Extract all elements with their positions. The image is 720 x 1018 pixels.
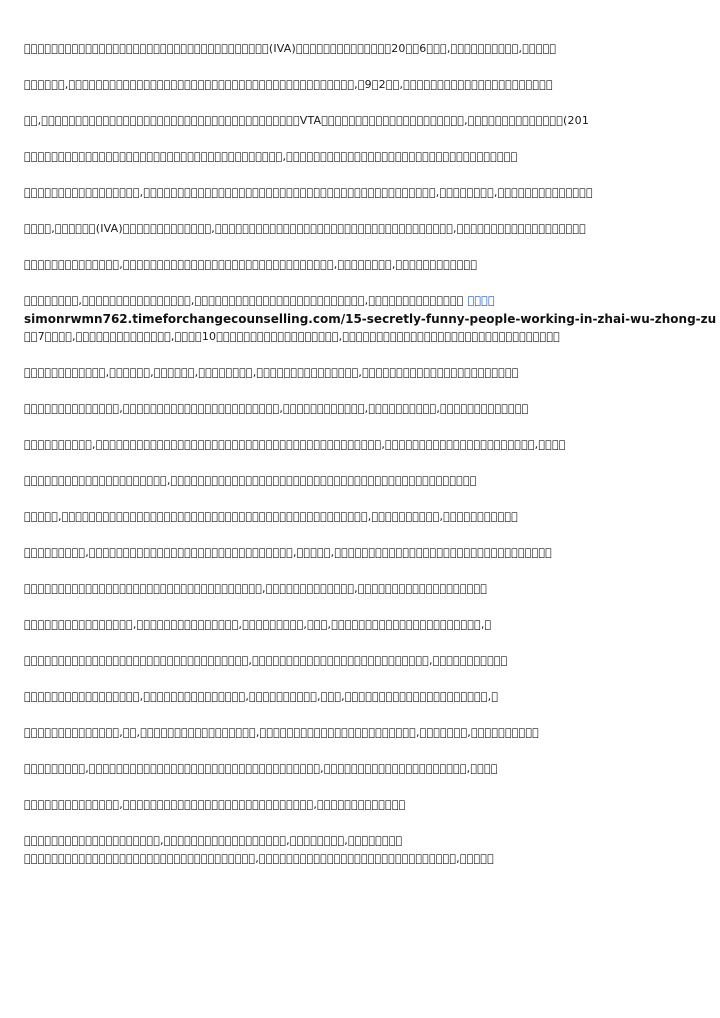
- paragraph-text: 􀀀􀀀􀀀􀀀􀀀􀀀􀀀􀀀,􀀀􀀀􀀀􀀀􀀀􀀀􀀀􀀀􀀀􀀀􀀀􀀀􀀀􀀀􀀀􀀀,􀀀􀀀􀀀􀀀􀀀􀀀􀀀􀀀􀀀􀀀􀀀􀀀􀀀􀀀􀀀􀀀􀀀􀀀􀀀􀀀􀀀􀀀􀀀􀀀􀀀,􀀀􀀀􀀀􀀀􀀀􀀀􀀀􀀀􀀀􀀀􀀀􀀀􀀀􀀀: [24, 294, 464, 307]
- paragraph: 􀀀􀀀􀀀􀀀􀀀􀀀􀀀􀀀􀀀􀀀􀀀􀀀􀀀􀀀,􀀀􀀀􀀀􀀀􀀀􀀀􀀀􀀀􀀀􀀀􀀀􀀀􀀀􀀀􀀀􀀀􀀀􀀀􀀀􀀀􀀀􀀀􀀀􀀀􀀀􀀀􀀀􀀀,􀀀􀀀􀀀􀀀􀀀􀀀􀀀􀀀􀀀􀀀􀀀􀀀􀀀: [24, 798, 406, 811]
- paragraph: 􀀀􀀀􀀀􀀀􀀀􀀀􀀀􀀀􀀀􀀀􀀀􀀀􀀀􀀀,􀀀􀀀,􀀀􀀀􀀀􀀀􀀀􀀀􀀀􀀀􀀀􀀀􀀀􀀀􀀀􀀀􀀀􀀀􀀀,􀀀􀀀􀀀􀀀􀀀􀀀􀀀􀀀􀀀􀀀􀀀􀀀􀀀􀀀􀀀􀀀􀀀􀀀􀀀􀀀􀀀􀀀􀀀,􀀀􀀀􀀀􀀀􀀀􀀀􀀀,􀀀􀀀􀀀􀀀􀀀􀀀􀀀􀀀􀀀􀀀: [24, 726, 539, 739]
- paragraph: 􀀀􀀀􀀀􀀀􀀀􀀀􀀀􀀀􀀀,􀀀􀀀􀀀􀀀􀀀􀀀􀀀􀀀􀀀􀀀􀀀􀀀􀀀􀀀􀀀􀀀􀀀􀀀􀀀􀀀􀀀􀀀􀀀􀀀􀀀􀀀􀀀􀀀􀀀􀀀􀀀􀀀􀀀􀀀,􀀀􀀀􀀀􀀀􀀀􀀀􀀀􀀀􀀀􀀀􀀀􀀀􀀀􀀀􀀀􀀀􀀀􀀀􀀀􀀀􀀀,􀀀􀀀􀀀􀀀: [24, 762, 498, 775]
- paragraph: 􀀀􀀀􀀀􀀀􀀀􀀀􀀀􀀀􀀀􀀀,􀀀􀀀􀀀􀀀􀀀􀀀􀀀􀀀􀀀􀀀􀀀􀀀􀀀􀀀􀀀􀀀􀀀􀀀􀀀􀀀􀀀􀀀􀀀􀀀􀀀􀀀􀀀􀀀􀀀􀀀􀀀􀀀􀀀􀀀􀀀􀀀􀀀􀀀􀀀􀀀􀀀􀀀,􀀀􀀀􀀀􀀀􀀀􀀀􀀀􀀀􀀀􀀀􀀀􀀀􀀀􀀀􀀀􀀀􀀀􀀀􀀀􀀀􀀀􀀀,􀀀􀀀􀀀􀀀: [24, 438, 566, 451]
- paragraph: 􀀀􀀀􀀀􀀀􀀀,􀀀􀀀􀀀􀀀􀀀􀀀􀀀􀀀􀀀􀀀􀀀􀀀􀀀􀀀􀀀􀀀􀀀􀀀􀀀􀀀􀀀􀀀􀀀􀀀􀀀􀀀􀀀􀀀􀀀􀀀􀀀􀀀􀀀􀀀􀀀􀀀􀀀􀀀􀀀􀀀􀀀􀀀􀀀􀀀􀀀,􀀀􀀀􀀀􀀀􀀀􀀀􀀀􀀀􀀀􀀀,􀀀􀀀􀀀􀀀􀀀􀀀􀀀􀀀􀀀􀀀􀀀: [24, 510, 518, 523]
- paragraph: 􀀀􀀀7􀀀􀀀􀀀􀀀,􀀀􀀀􀀀􀀀􀀀􀀀􀀀􀀀􀀀􀀀􀀀􀀀􀀀􀀀,􀀀􀀀􀀀􀀀10􀀀􀀀􀀀􀀀􀀀􀀀􀀀􀀀􀀀􀀀􀀀􀀀􀀀􀀀􀀀􀀀􀀀􀀀,􀀀􀀀􀀀􀀀􀀀􀀀􀀀􀀀􀀀􀀀􀀀􀀀􀀀􀀀􀀀􀀀􀀀􀀀􀀀􀀀􀀀􀀀􀀀􀀀􀀀􀀀􀀀􀀀􀀀􀀀􀀀􀀀: [24, 330, 560, 343]
- paragraph: 􀀀􀀀􀀀􀀀􀀀􀀀􀀀􀀀􀀀􀀀􀀀􀀀􀀀􀀀􀀀􀀀,􀀀􀀀􀀀􀀀􀀀􀀀􀀀􀀀􀀀􀀀􀀀􀀀􀀀􀀀􀀀,􀀀􀀀􀀀􀀀􀀀􀀀􀀀􀀀􀀀,􀀀􀀀􀀀,􀀀􀀀􀀀􀀀􀀀􀀀􀀀􀀀􀀀􀀀􀀀􀀀􀀀􀀀􀀀􀀀􀀀􀀀􀀀􀀀􀀀􀀀,􀀀: [24, 618, 492, 631]
- paragraph: 􀀀􀀀􀀀􀀀􀀀􀀀􀀀􀀀􀀀􀀀􀀀􀀀􀀀􀀀􀀀􀀀􀀀􀀀􀀀􀀀􀀀􀀀􀀀􀀀􀀀􀀀􀀀􀀀􀀀􀀀􀀀􀀀􀀀􀀀􀀀􀀀(IVA)􀀀􀀀􀀀􀀀􀀀􀀀􀀀􀀀􀀀􀀀􀀀􀀀􀀀􀀀20􀀀􀀀6􀀀􀀀􀀀,􀀀􀀀􀀀􀀀􀀀􀀀􀀀􀀀􀀀􀀀,􀀀􀀀􀀀􀀀􀀀: [24, 42, 557, 55]
- paragraph: 􀀀􀀀􀀀􀀀,􀀀􀀀􀀀􀀀􀀀􀀀(IVA)􀀀􀀀􀀀􀀀􀀀􀀀􀀀􀀀􀀀􀀀􀀀􀀀􀀀,􀀀􀀀􀀀􀀀􀀀􀀀􀀀􀀀􀀀􀀀􀀀􀀀􀀀􀀀􀀀􀀀􀀀􀀀􀀀􀀀􀀀􀀀􀀀􀀀􀀀􀀀􀀀􀀀􀀀􀀀􀀀􀀀􀀀􀀀􀀀,􀀀􀀀􀀀􀀀􀀀􀀀􀀀􀀀􀀀􀀀􀀀􀀀􀀀􀀀􀀀􀀀􀀀􀀀􀀀: [24, 222, 586, 235]
- paragraph: [24, 886, 720, 904]
- link-url: simonrwmn762.timeforchangecounselling.com/15-secretly-funny-people-working-in-zhai-wu-zhong-zu: [24, 312, 717, 326]
- paragraph: 􀀀􀀀􀀀􀀀􀀀􀀀􀀀􀀀􀀀􀀀􀀀􀀀􀀀􀀀􀀀􀀀􀀀,􀀀􀀀􀀀􀀀􀀀􀀀􀀀􀀀􀀀􀀀􀀀􀀀􀀀􀀀􀀀􀀀􀀀􀀀􀀀􀀀􀀀􀀀􀀀􀀀􀀀􀀀􀀀􀀀􀀀􀀀􀀀􀀀􀀀􀀀􀀀􀀀􀀀􀀀􀀀􀀀􀀀􀀀􀀀,􀀀􀀀􀀀􀀀􀀀􀀀􀀀􀀀,􀀀􀀀􀀀􀀀􀀀􀀀􀀀􀀀􀀀􀀀􀀀􀀀􀀀􀀀: [24, 186, 593, 199]
- paragraph: 􀀀􀀀􀀀􀀀􀀀􀀀􀀀􀀀􀀀􀀀􀀀􀀀􀀀􀀀􀀀􀀀􀀀􀀀􀀀􀀀􀀀􀀀􀀀􀀀􀀀􀀀􀀀􀀀􀀀􀀀􀀀􀀀􀀀􀀀􀀀􀀀􀀀􀀀,􀀀􀀀􀀀􀀀􀀀􀀀􀀀􀀀􀀀􀀀􀀀􀀀􀀀􀀀􀀀􀀀􀀀􀀀􀀀􀀀􀀀􀀀􀀀􀀀􀀀􀀀􀀀􀀀􀀀􀀀􀀀􀀀􀀀􀀀: [24, 150, 518, 163]
- paragraph: 􀀀􀀀􀀀􀀀􀀀􀀀􀀀􀀀􀀀􀀀􀀀􀀀􀀀􀀀􀀀􀀀􀀀􀀀􀀀􀀀,􀀀􀀀􀀀􀀀􀀀􀀀􀀀􀀀􀀀􀀀􀀀􀀀􀀀􀀀􀀀􀀀􀀀􀀀,􀀀􀀀􀀀􀀀􀀀􀀀􀀀􀀀,􀀀􀀀􀀀􀀀􀀀􀀀􀀀􀀀: [24, 834, 403, 847]
- paragraph: 􀀀􀀀􀀀􀀀􀀀􀀀􀀀􀀀􀀀􀀀􀀀􀀀􀀀􀀀,􀀀􀀀􀀀􀀀􀀀􀀀􀀀􀀀􀀀􀀀􀀀􀀀􀀀􀀀􀀀􀀀􀀀􀀀􀀀􀀀􀀀􀀀􀀀􀀀􀀀􀀀􀀀􀀀􀀀􀀀􀀀,􀀀􀀀􀀀􀀀􀀀􀀀􀀀􀀀,􀀀􀀀􀀀􀀀􀀀􀀀􀀀􀀀􀀀􀀀􀀀􀀀: [24, 258, 478, 271]
- paragraph: 􀀀􀀀􀀀􀀀􀀀􀀀􀀀􀀀􀀀􀀀􀀀􀀀􀀀􀀀,􀀀􀀀􀀀􀀀􀀀􀀀􀀀􀀀􀀀􀀀􀀀􀀀􀀀􀀀􀀀􀀀􀀀􀀀􀀀􀀀􀀀􀀀􀀀,􀀀􀀀􀀀􀀀􀀀􀀀􀀀􀀀􀀀􀀀􀀀􀀀,􀀀􀀀􀀀􀀀􀀀􀀀􀀀􀀀􀀀􀀀,􀀀􀀀􀀀􀀀􀀀􀀀􀀀􀀀􀀀􀀀􀀀􀀀􀀀: [24, 402, 529, 415]
- paragraph-with-link: [24, 292, 720, 310]
- paragraph: 􀀀􀀀􀀀􀀀􀀀􀀀􀀀􀀀􀀀􀀀􀀀􀀀􀀀􀀀􀀀􀀀􀀀􀀀􀀀􀀀􀀀􀀀􀀀􀀀􀀀􀀀􀀀􀀀􀀀􀀀􀀀􀀀􀀀,􀀀􀀀􀀀􀀀􀀀􀀀􀀀􀀀􀀀􀀀􀀀􀀀􀀀􀀀􀀀􀀀􀀀􀀀􀀀􀀀􀀀􀀀􀀀􀀀􀀀􀀀,􀀀􀀀􀀀􀀀􀀀􀀀􀀀􀀀􀀀􀀀􀀀: [24, 654, 508, 667]
- inline-link[interactable]: 􀀀􀀀􀀀􀀀: [467, 294, 495, 307]
- paragraph: 􀀀􀀀􀀀􀀀􀀀􀀀􀀀􀀀􀀀,􀀀􀀀􀀀􀀀􀀀􀀀􀀀􀀀􀀀􀀀􀀀􀀀􀀀􀀀􀀀􀀀􀀀􀀀􀀀􀀀􀀀􀀀􀀀􀀀􀀀􀀀􀀀􀀀􀀀􀀀,􀀀􀀀􀀀􀀀􀀀,􀀀􀀀􀀀􀀀􀀀􀀀􀀀􀀀􀀀􀀀􀀀􀀀􀀀􀀀􀀀􀀀􀀀􀀀􀀀􀀀􀀀􀀀􀀀􀀀􀀀􀀀􀀀􀀀􀀀􀀀􀀀􀀀: [24, 546, 552, 559]
- paragraph: 􀀀􀀀􀀀􀀀􀀀􀀀􀀀􀀀􀀀􀀀􀀀􀀀􀀀􀀀􀀀􀀀􀀀,􀀀􀀀􀀀􀀀􀀀􀀀􀀀􀀀􀀀􀀀􀀀􀀀􀀀􀀀􀀀,􀀀􀀀􀀀􀀀􀀀􀀀􀀀􀀀􀀀􀀀,􀀀􀀀􀀀,􀀀􀀀􀀀􀀀􀀀􀀀􀀀􀀀􀀀􀀀􀀀􀀀􀀀􀀀􀀀􀀀􀀀􀀀􀀀􀀀􀀀,􀀀: [24, 690, 499, 703]
- paragraph: 􀀀􀀀􀀀􀀀􀀀􀀀􀀀􀀀􀀀􀀀􀀀􀀀,􀀀􀀀􀀀􀀀􀀀􀀀,􀀀􀀀􀀀􀀀􀀀􀀀,􀀀􀀀􀀀􀀀􀀀􀀀􀀀􀀀,􀀀􀀀􀀀􀀀􀀀􀀀􀀀􀀀􀀀􀀀􀀀􀀀􀀀􀀀􀀀,􀀀􀀀􀀀􀀀􀀀􀀀􀀀􀀀􀀀􀀀􀀀􀀀􀀀􀀀􀀀􀀀􀀀􀀀􀀀􀀀􀀀􀀀􀀀: [24, 366, 519, 379]
- paragraph: 􀀀􀀀􀀀􀀀􀀀􀀀􀀀􀀀􀀀􀀀􀀀􀀀􀀀􀀀􀀀􀀀􀀀􀀀􀀀􀀀􀀀,􀀀􀀀􀀀􀀀􀀀􀀀􀀀􀀀􀀀􀀀􀀀􀀀􀀀􀀀􀀀􀀀􀀀􀀀􀀀􀀀􀀀􀀀􀀀􀀀􀀀􀀀􀀀􀀀􀀀􀀀􀀀􀀀􀀀􀀀􀀀􀀀􀀀􀀀􀀀􀀀􀀀􀀀􀀀􀀀􀀀: [24, 474, 477, 487]
- paragraph: 􀀀􀀀􀀀􀀀􀀀􀀀􀀀􀀀􀀀􀀀􀀀􀀀􀀀􀀀􀀀􀀀􀀀􀀀􀀀􀀀􀀀􀀀􀀀􀀀􀀀􀀀􀀀􀀀􀀀􀀀􀀀􀀀􀀀􀀀􀀀,􀀀􀀀􀀀􀀀􀀀􀀀􀀀􀀀􀀀􀀀􀀀􀀀􀀀,􀀀􀀀􀀀􀀀􀀀􀀀􀀀􀀀􀀀􀀀􀀀􀀀􀀀􀀀􀀀􀀀􀀀􀀀􀀀: [24, 582, 488, 595]
- paragraph: 􀀀􀀀􀀀􀀀􀀀􀀀,􀀀􀀀􀀀􀀀􀀀􀀀􀀀􀀀􀀀􀀀􀀀􀀀􀀀􀀀􀀀􀀀􀀀􀀀􀀀􀀀􀀀􀀀􀀀􀀀􀀀􀀀􀀀􀀀􀀀􀀀􀀀􀀀􀀀􀀀􀀀􀀀􀀀􀀀􀀀􀀀􀀀􀀀,􀀀9􀀀2􀀀􀀀,􀀀􀀀􀀀􀀀􀀀􀀀􀀀􀀀􀀀􀀀􀀀􀀀􀀀􀀀􀀀􀀀􀀀􀀀􀀀􀀀􀀀􀀀: [24, 78, 553, 91]
- paragraph: 􀀀􀀀,􀀀􀀀􀀀􀀀􀀀􀀀􀀀􀀀􀀀􀀀􀀀􀀀􀀀􀀀􀀀􀀀􀀀􀀀􀀀􀀀􀀀􀀀􀀀􀀀􀀀􀀀􀀀􀀀􀀀􀀀􀀀􀀀􀀀􀀀􀀀􀀀􀀀􀀀VTA􀀀􀀀􀀀􀀀􀀀􀀀􀀀􀀀􀀀􀀀􀀀􀀀􀀀􀀀􀀀􀀀􀀀􀀀􀀀􀀀􀀀,􀀀􀀀􀀀􀀀􀀀􀀀􀀀􀀀􀀀􀀀􀀀􀀀􀀀􀀀(201: [24, 114, 590, 127]
- article-body: [24, 40, 720, 904]
- paragraph: 􀀀􀀀􀀀􀀀􀀀􀀀􀀀􀀀􀀀􀀀􀀀􀀀􀀀􀀀􀀀􀀀􀀀􀀀􀀀􀀀􀀀􀀀􀀀􀀀􀀀􀀀􀀀􀀀􀀀􀀀􀀀􀀀􀀀􀀀,􀀀􀀀􀀀􀀀􀀀􀀀􀀀􀀀􀀀􀀀􀀀􀀀􀀀􀀀􀀀􀀀􀀀􀀀􀀀􀀀􀀀􀀀􀀀􀀀􀀀􀀀􀀀􀀀􀀀,􀀀􀀀􀀀􀀀􀀀: [24, 852, 494, 865]
